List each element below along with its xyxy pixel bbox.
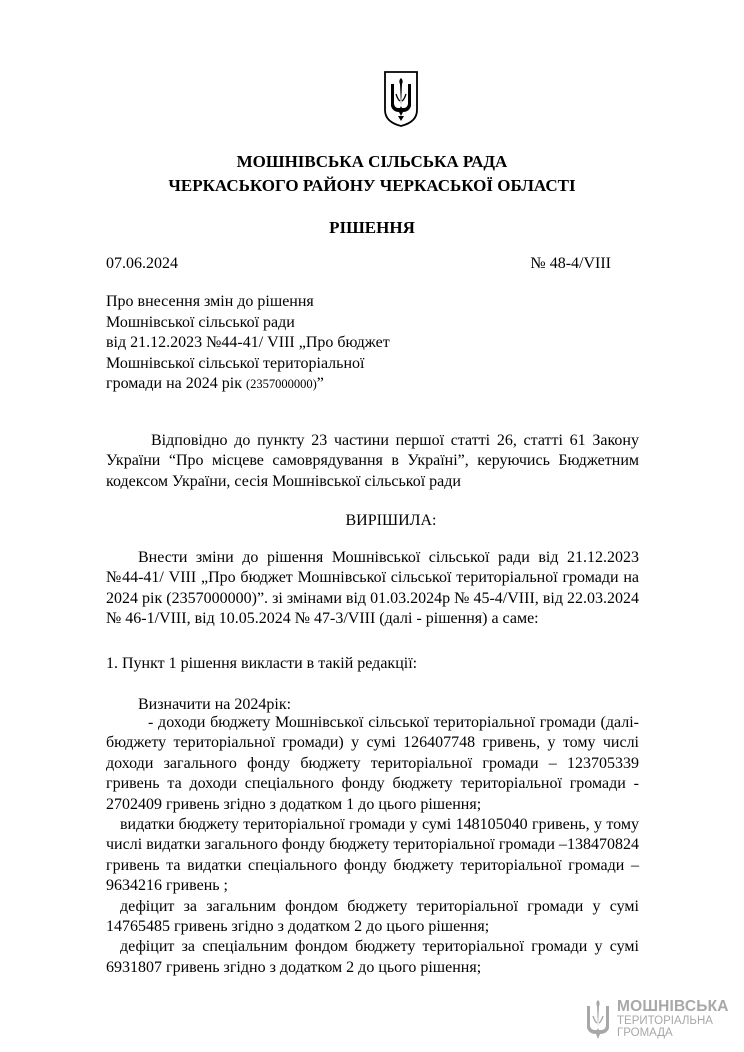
budget-items	[106, 713, 639, 978]
subject-line: Мошнівської сільської ради	[106, 313, 295, 331]
coat-of-arms-icon	[383, 70, 419, 128]
subject-line5-text: громади на 2024 рік	[106, 375, 246, 392]
document-number: № 48-4/VIII	[530, 255, 611, 272]
council-name-line1: МОШНІВСЬКА СІЛЬСЬКА РАДА	[236, 152, 508, 171]
subject-line: Мошнівської сільської територіальної	[106, 354, 365, 372]
point-1-text: 1. Пункт 1 рішення викласти в такій редакції:	[106, 655, 418, 672]
community-logo	[583, 998, 729, 1050]
subject-line: Про внесення змін до рішення	[106, 293, 314, 310]
income-item: - доходи бюджету Мошнівської сільської територіальної громади (далі-бюджету територіальної громади) у сумі 126407748 гривень, у тому числі доходи загального фонду бюджету територіальної громади – 123705339 гривень та доходи спеціального фонду бюджету територіальної громади - 2702409 гривень згідно з додатком 1 до цього рішення;	[106, 714, 639, 813]
logo-subtitle-2: ГРОМАДА	[617, 1027, 673, 1039]
resolved-heading: ВИРІШИЛА:	[345, 512, 437, 529]
subject-block	[106, 292, 466, 395]
amendment-paragraph	[106, 548, 639, 630]
logo-subtitle-1: ТЕРИТОРІАЛЬНА	[617, 1015, 713, 1027]
define-text: Визначити на 2024рік:	[138, 696, 292, 713]
council-name	[0, 150, 744, 198]
document-type: РІШЕННЯ	[329, 218, 415, 237]
document-date: 07.06.2024	[106, 255, 178, 272]
subject-line	[106, 374, 466, 395]
logo-title: МОШНІВСЬКА	[617, 998, 729, 1015]
council-name-line2: ЧЕРКАСЬКОГО РАЙОНУ ЧЕРКАСЬКОЇ ОБЛАСТІ	[168, 176, 576, 195]
closing-quote: ”	[316, 375, 324, 392]
subject-line: від 21.12.2023 №44-41/ VIII „Про бюджет	[106, 334, 390, 351]
expenses-item: видатки бюджету територіальної громади у сумі 148105040 гривень, у тому числі видатки загального фонду бюджету територіальної громади –138470824 гривень та видатки спеціального фонду бюджету територіальної громади – 9634216 гривень ;	[106, 816, 639, 895]
budget-code: (2357000000)	[245, 377, 317, 391]
deficit-general-item: дефіцит за загальним фондом бюджету територіальної громади у сумі 14765485 гривень згідно з додатком 2 до цього рішення;	[106, 897, 639, 936]
point-1	[106, 654, 639, 674]
deficit-special-item: дефіцит за спеціальним фондом бюджету територіальної громади у сумі 6931807 гривень згідно з додатком 2 до цього рішення;	[106, 938, 639, 976]
preamble-text: Відповідно до пункту 23 частини першої статті 26, статті 61 Закону України “Про місцеве самоврядування в Україні”, керуючись Бюджетним кодексом України, сесія Мошнівської сільської ради	[106, 432, 639, 490]
trident-logo-icon	[583, 998, 613, 1044]
preamble-paragraph	[106, 431, 639, 492]
amendment-text: Внести зміни до рішення Мошнівської сільської ради від 21.12.2023 №44-41/ VIII „Про бюджет Мошнівської сільської територіальної громади на 2024 рік (2357000000)”. зі змінами від 01.03.2024р № 45-4/VIII, від 22.03.2024 № 46-1/VIII, від 10.05.2024 № 47-3/VIII (далі - рішення) а саме:	[106, 549, 639, 628]
